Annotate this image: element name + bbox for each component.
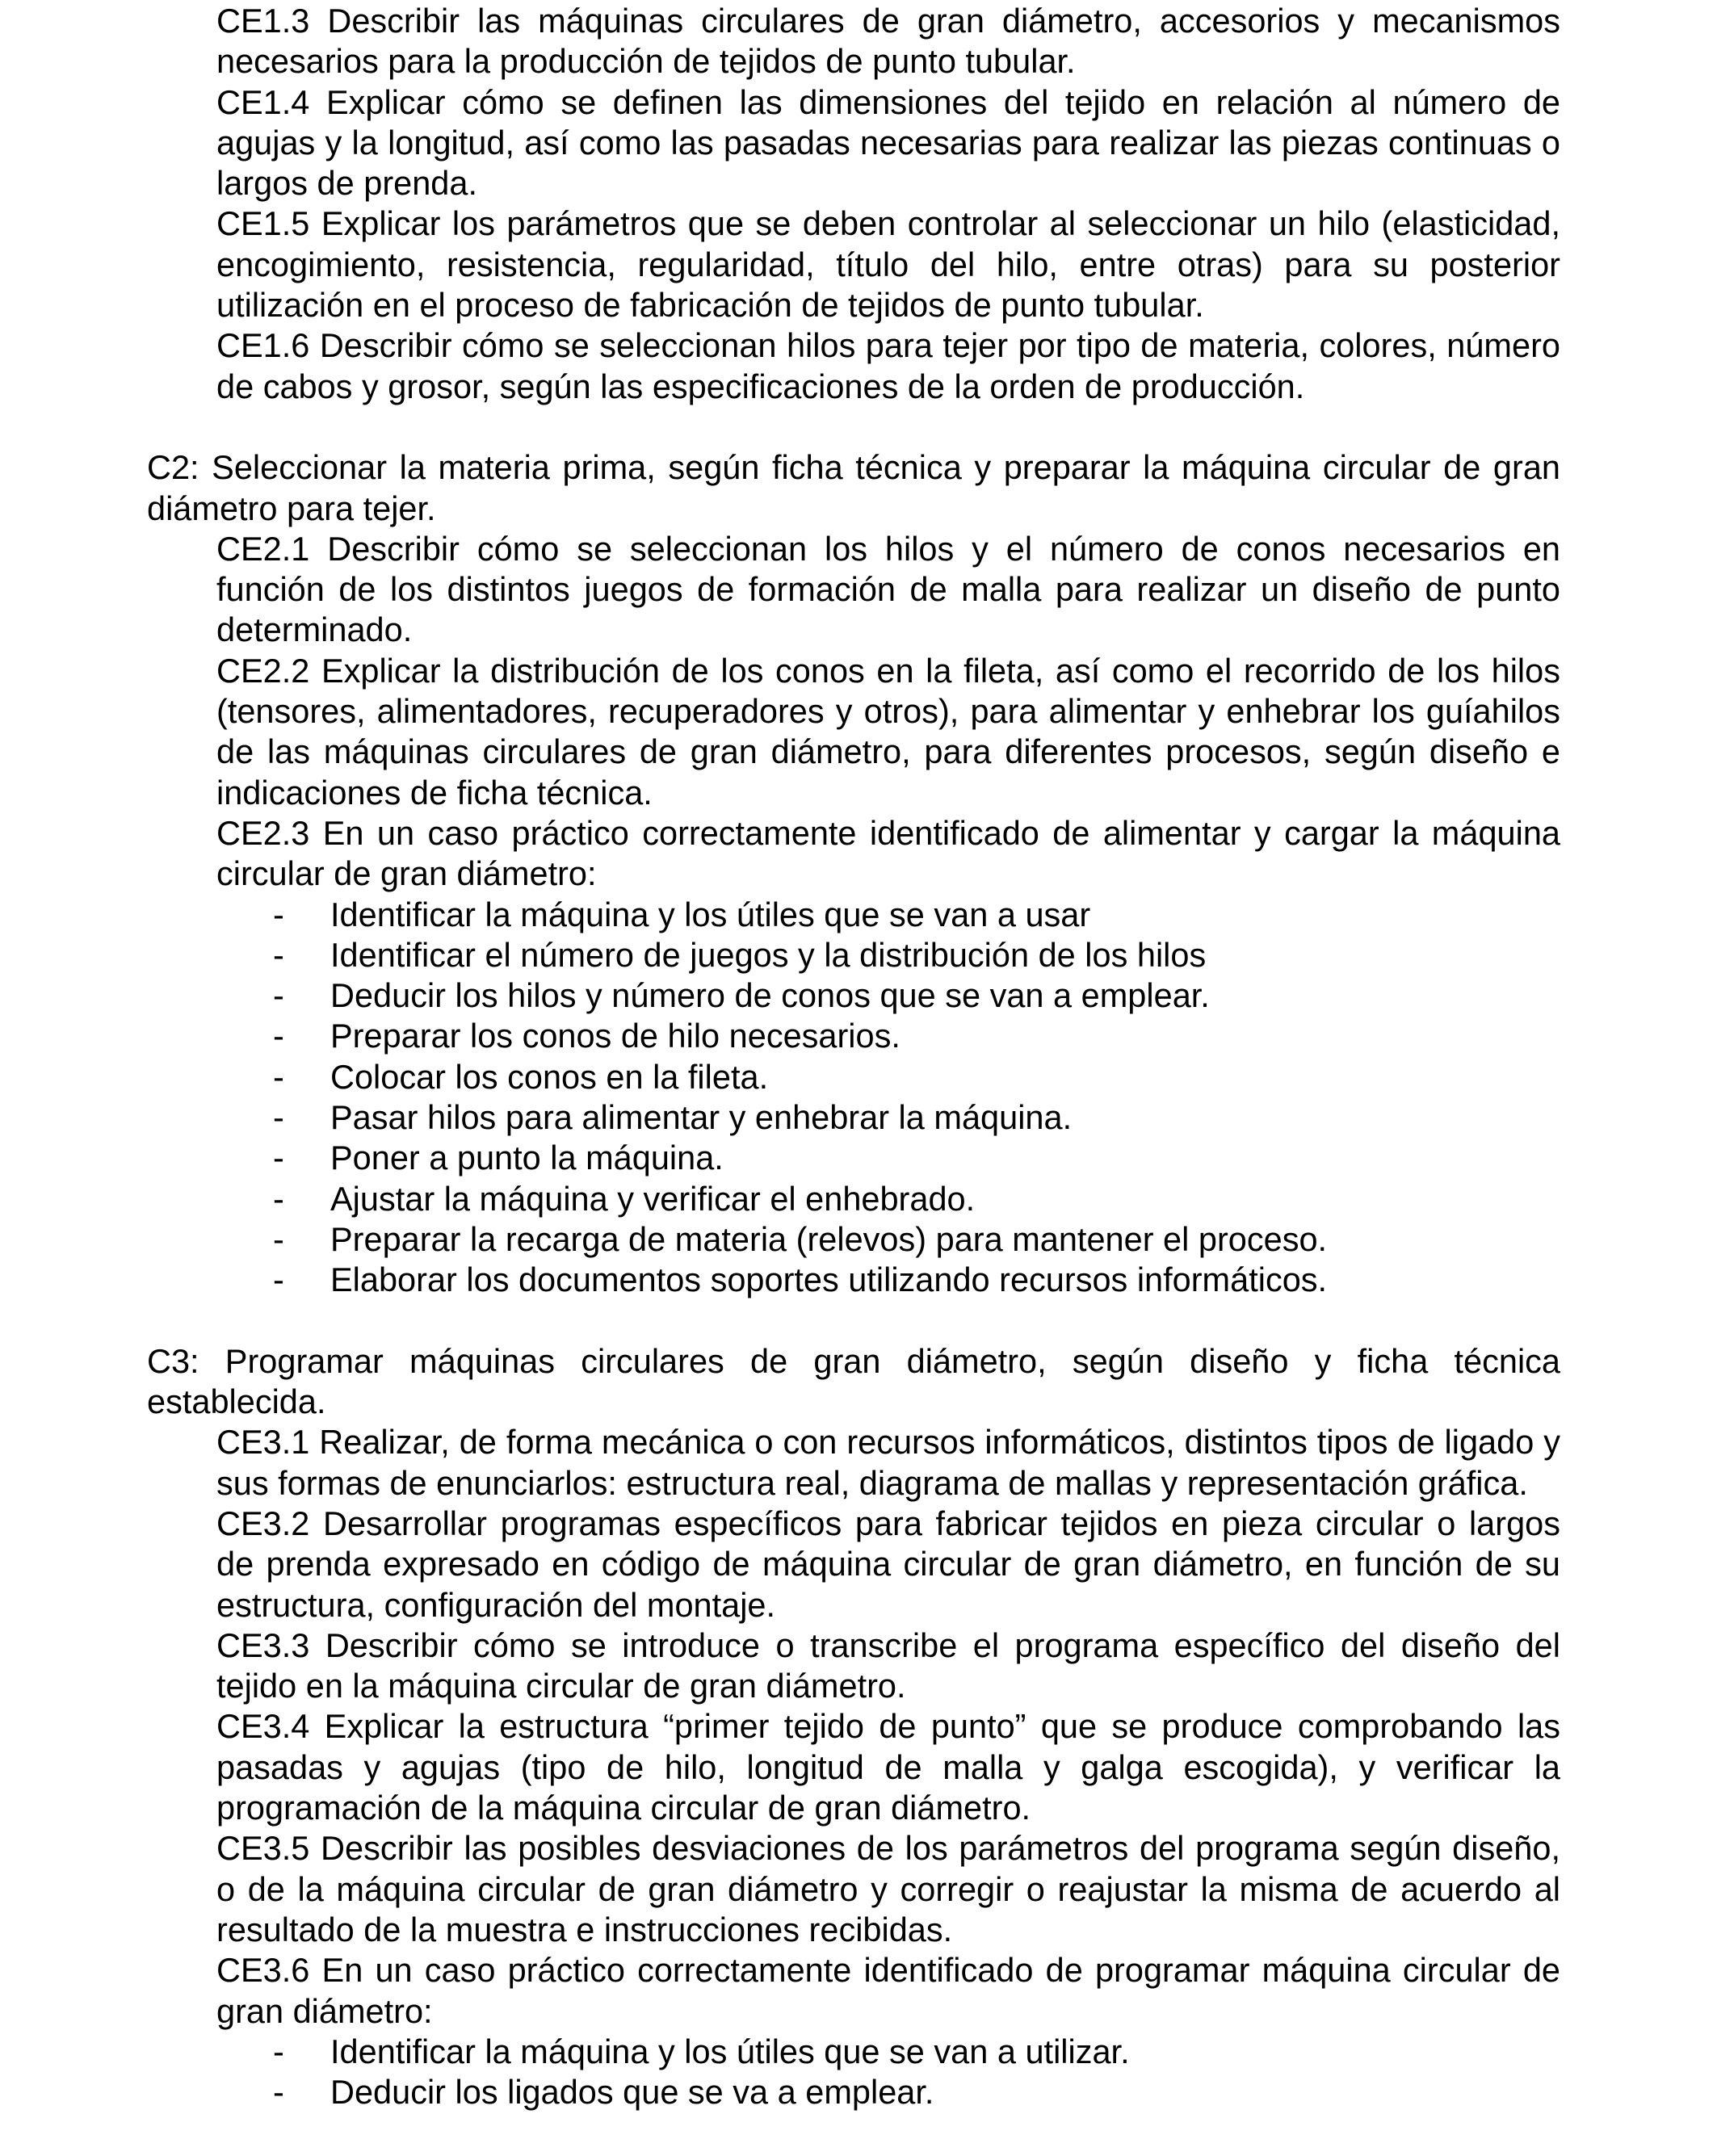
criterion-ce3-5: CE3.5 Describir las posibles desviaciones de los parámetros del programa según diseño, o de la máquina circular de gran diámetro y corregir o reajustar la misma de acuerdo al resultado de la muestra e instrucciones recibidas.	[216, 1829, 1560, 1948]
criterion-ce2-3: CE2.3 En un caso práctico correctamente identificado de alimentar y cargar la máquina circular de gran diámetro:	[216, 813, 1560, 893]
list-item-text: Elaborar los documentos soportes utilizando recursos informáticos.	[330, 1260, 1328, 1299]
list-item-text: Deducir los hilos y número de conos que se van a emplear.	[330, 976, 1210, 1015]
dash-bullet: -	[273, 1260, 284, 1299]
list-item	[147, 935, 1560, 975]
list-item	[147, 2032, 1560, 2072]
paragraph-gap	[147, 407, 1560, 447]
list-item-text: Pasar hilos para alimentar y enhebrar la máquina.	[330, 1098, 1073, 1137]
list-item-text: Preparar la recarga de materia (relevos) para mantener el proceso.	[330, 1219, 1328, 1258]
criterion-ce3-4: CE3.4 Explicar la estructura “primer tejido de punto” que se produce comprobando las pasadas y agujas (tipo de hilo, longitud de malla y galga escogida), y verificar la programación de la máquina circular de gran diámetro.	[216, 1707, 1560, 1827]
dash-bullet: -	[273, 1219, 284, 1258]
c3-step-list	[147, 2032, 1560, 2113]
list-item	[147, 1057, 1560, 1097]
list-item	[147, 975, 1560, 1016]
dash-bullet: -	[273, 895, 284, 933]
dash-bullet: -	[273, 2073, 284, 2112]
criterion-ce2-1: CE2.1 Describir cómo se seleccionan los hilos y el número de conos necesarios en función de los distintos juegos de formación de malla para realizar un diseño de punto determinado.	[216, 529, 1560, 649]
criterion-ce1-4: CE1.4 Explicar cómo se definen las dimensiones del tejido en relación al número de agujas y la longitud, así como las pasadas necesarias para realizar las piezas continuas o largos de prenda.	[216, 82, 1560, 203]
dash-bullet: -	[273, 1179, 284, 1218]
criterion-ce1-3: CE1.3 Describir las máquinas circulares de gran diámetro, accesorios y mecanismos necesarios para la producción de tejidos de punto tubular.	[216, 2, 1560, 81]
dash-bullet: -	[273, 1098, 284, 1137]
list-item	[147, 1016, 1560, 1056]
dash-bullet: -	[273, 1139, 284, 1177]
criterion-ce1-6: CE1.6 Describir cómo se seleccionan hilos para tejer por tipo de materia, colores, número de cabos y grosor, según las especificaciones de la orden de producción.	[216, 326, 1560, 405]
list-item-text: Deducir los ligados que se va a emplear.	[330, 2073, 934, 2112]
list-item	[147, 1260, 1560, 1300]
list-item	[147, 1219, 1560, 1260]
list-item-text: Identificar la máquina y los útiles que se van a utilizar.	[330, 2032, 1130, 2070]
capacity-heading-c2: C2: Seleccionar la materia prima, según ficha técnica y preparar la máquina circular de gran diámetro para tejer.	[147, 448, 1560, 527]
dash-bullet: -	[273, 2032, 284, 2070]
dash-bullet: -	[273, 1057, 284, 1096]
capacity-heading-c3: C3: Programar máquinas circulares de gran diámetro, según diseño y ficha técnica establecida.	[147, 1341, 1560, 1421]
list-item-text: Ajustar la máquina y verificar el enhebrado.	[330, 1179, 976, 1218]
criterion-ce1-5: CE1.5 Explicar los parámetros que se deben controlar al seleccionar un hilo (elasticidad, encogimiento, resistencia, regularidad, título del hilo, entre otras) para su posterior utilización en el proceso de fabricación de tejidos de punto tubular.	[216, 204, 1560, 325]
list-item-text: Colocar los conos en la fileta.	[330, 1057, 769, 1096]
criterion-ce3-3: CE3.3 Describir cómo se introduce o transcribe el programa específico del diseño del tejido en la máquina circular de gran diámetro.	[216, 1625, 1560, 1705]
list-item-text: Poner a punto la máquina.	[330, 1139, 724, 1177]
dash-bullet: -	[273, 976, 284, 1015]
paragraph-gap	[147, 1301, 1560, 1341]
list-item	[147, 1138, 1560, 1178]
list-item-text: Identificar la máquina y los útiles que se van a usar	[330, 895, 1091, 933]
criterion-ce3-1: CE3.1 Realizar, de forma mecánica o con recursos informáticos, distintos tipos de ligado y sus formas de enunciarlos: estructura real, diagrama de mallas y representación gráfica.	[216, 1423, 1560, 1502]
criterion-ce2-2: CE2.2 Explicar la distribución de los conos en la fileta, así como el recorrido de los hilos (tensores, alimentadores, recuperadores y otros), para alimentar y enhebrar los guíahilos de las máquinas circulares de gran diámetro, para diferentes procesos, según diseño e indicaciones de ficha técnica.	[216, 651, 1560, 812]
list-item-text: Preparar los conos de hilo necesarios.	[330, 1017, 900, 1055]
criterion-ce3-6: CE3.6 En un caso práctico correctamente identificado de programar máquina circular de gran diámetro:	[216, 1951, 1560, 2030]
dash-bullet: -	[273, 1017, 284, 1055]
list-item-text: Identificar el número de juegos y la distribución de los hilos	[330, 935, 1207, 974]
list-item	[147, 1097, 1560, 1138]
list-item	[147, 2072, 1560, 2112]
dash-bullet: -	[273, 935, 284, 974]
c2-step-list	[147, 895, 1560, 1301]
document-body	[147, 1, 1560, 2112]
list-item	[147, 1179, 1560, 1219]
list-item	[147, 895, 1560, 935]
criterion-ce3-2: CE3.2 Desarrollar programas específicos para fabricar tejidos en pieza circular o largos de prenda expresado en código de máquina circular de gran diámetro, en función de su estructura, configuración del montaje.	[216, 1504, 1560, 1624]
